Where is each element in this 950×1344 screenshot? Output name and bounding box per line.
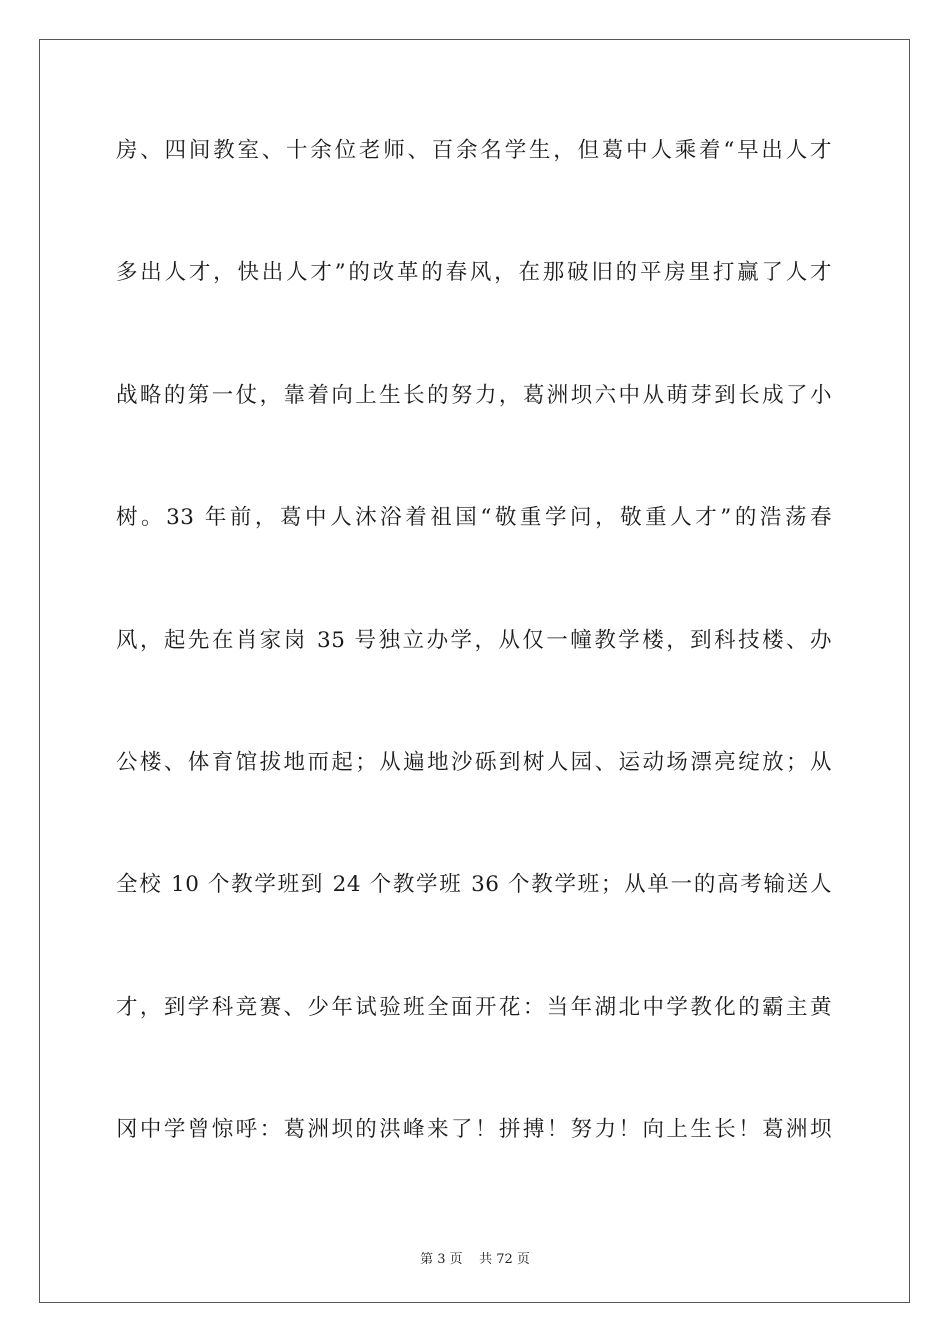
page-number-footer: 第 3 页 共 72 页: [420, 1252, 530, 1267]
text-line: 风，起先在肖家岗 35 号独立办学，从仅一幢教学楼，到科技楼、办: [116, 627, 832, 653]
text-line: 全校 10 个教学班到 24 个教学班 36 个教学班；从单一的高考输送人: [116, 872, 832, 898]
document-body: [116, 128, 832, 1230]
text-line: 冈中学曾惊呼：葛洲坝的洪峰来了！拼搏！努力！向上生长！葛洲坝: [116, 1117, 832, 1143]
text-line: 公楼、体育馆拔地而起；从遍地沙砾到树人园、运动场漂亮绽放；从: [116, 749, 832, 775]
text-line: 树。33 年前，葛中人沐浴着祖国“敬重学问，敬重人才”的浩荡春: [116, 505, 832, 531]
text-line: 战略的第一仗，靠着向上生长的努力，葛洲坝六中从萌芽到长成了小: [116, 382, 832, 408]
text-line: 多出人才，快出人才”的改革的春风，在那破旧的平房里打赢了人才: [116, 260, 832, 286]
text-line: 房、四间教室、十余位老师、百余名学生，但葛中人乘着“早出人才: [116, 138, 832, 163]
text-line: 才，到学科竞赛、少年试验班全面开花：当年湖北中学教化的霸主黄: [116, 994, 832, 1020]
